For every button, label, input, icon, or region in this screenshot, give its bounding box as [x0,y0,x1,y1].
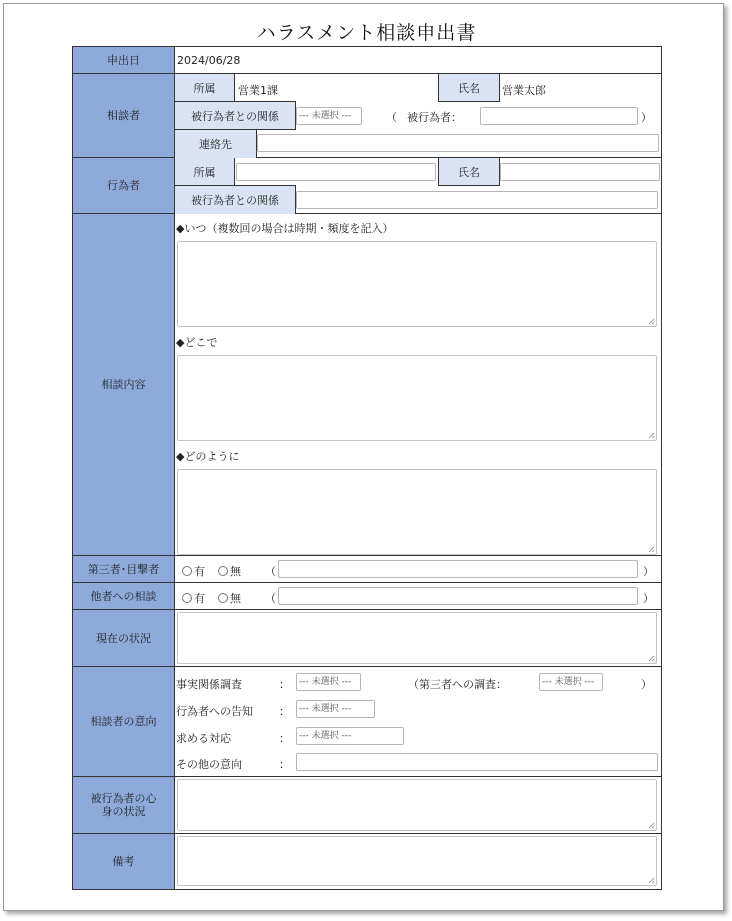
third-party-close-paren: ） [641,678,652,691]
radio-icon[interactable] [182,593,192,603]
victim-state-textarea[interactable] [177,779,657,831]
actor-dept-input[interactable] [236,163,436,181]
other-intent-input[interactable] [296,753,658,771]
third-party-select[interactable]: --- 未選択 --- [539,673,603,691]
details-row [175,214,661,556]
notify-colon: ： [279,705,290,718]
others-header: 他者への相談 [73,583,175,610]
investigation-label: 事実関係調査 [176,678,242,691]
consultant-open-paren: （ [386,111,397,124]
victim-state-header: 被行為者の心身の状況 [73,777,175,834]
others-detail-input[interactable] [278,587,638,605]
consultant-name-label: 氏名 [438,74,500,102]
resize-grip-icon[interactable] [648,655,655,662]
intent-row [175,667,661,777]
witness-close-paren: ） [643,565,654,578]
witness-yes-label: 有 [194,565,205,578]
consultant-dept-value[interactable]: 営業1課 [238,84,278,97]
victim-input[interactable] [480,107,638,125]
actor-dept-label: 所属 [175,158,235,186]
notify-label: 行為者への告知 [176,705,253,718]
investigation-colon: ： [279,678,290,691]
contact-label: 連絡先 [175,129,257,158]
current-header: 現在の状況 [73,610,175,667]
details-where-textarea[interactable] [177,355,657,441]
actor-row [175,158,661,214]
consultant-dept-label: 所属 [175,74,235,102]
others-close-paren: ） [643,592,654,605]
radio-icon[interactable] [218,566,228,576]
date-row [175,47,661,74]
witness-no-label: 無 [230,565,241,578]
contact-input[interactable] [257,134,659,152]
details-when-textarea[interactable] [177,241,657,327]
consultant-header: 相談者 [73,74,175,158]
consultant-relation-label: 被行為者との関係 [175,101,296,130]
details-how-textarea[interactable] [177,469,657,555]
actor-name-input[interactable] [500,163,660,181]
remarks-header: 備考 [73,834,175,889]
date-value[interactable]: 2024/06/28 [177,54,241,67]
consultant-close-paren: ） [641,111,652,124]
form-sheet [3,3,724,911]
victim-label: 被行為者： [407,111,462,124]
intent-header: 相談者の意向 [73,667,175,777]
details-header: 相談内容 [73,214,175,556]
consultant-row [175,74,661,158]
others-no-option[interactable] [218,590,241,606]
page-title: ハラスメント相談申出書 [256,22,477,44]
radio-icon[interactable] [218,593,228,603]
others-yes-option[interactable] [182,590,205,606]
witness-detail-input[interactable] [278,560,638,578]
actor-relation-input[interactable] [296,191,658,209]
witness-row [175,556,661,583]
consultant-relation-select[interactable]: --- 未選択 --- [296,107,362,125]
resize-grip-icon[interactable] [648,822,655,829]
investigation-select[interactable]: --- 未選択 --- [296,673,361,691]
request-label: 求める対応 [176,732,231,745]
request-colon: ： [279,732,290,745]
remarks-row [175,834,661,889]
consultation-form [72,46,662,890]
others-no-label: 無 [230,592,241,605]
other-intent-colon: ： [279,758,290,771]
notify-select[interactable]: --- 未選択 --- [296,700,375,718]
victim-state-row [175,777,661,834]
actor-relation-label: 被行為者との関係 [175,185,296,214]
resize-grip-icon[interactable] [648,546,655,553]
other-intent-label: その他の意向 [176,758,242,771]
others-row [175,583,661,610]
details-where-label: ◆どこで [176,336,218,349]
resize-grip-icon[interactable] [648,432,655,439]
current-textarea[interactable] [177,612,657,664]
details-when-label: ◆いつ（複数回の場合は時期・頻度を記入） [176,222,394,235]
request-select[interactable]: --- 未選択 --- [296,727,404,745]
date-header: 申出日 [73,47,175,74]
details-how-label: ◆どのように [176,450,240,463]
witness-open-paren: （ [265,565,276,578]
others-yes-label: 有 [194,592,205,605]
witness-header: 第三者･目撃者 [73,556,175,583]
resize-grip-icon[interactable] [648,318,655,325]
consultant-name-value[interactable]: 営業太郎 [502,84,546,97]
resize-grip-icon[interactable] [648,877,655,884]
current-row [175,610,661,667]
witness-no-option[interactable] [218,563,241,579]
third-party-label: （第三者への調査： [408,678,507,691]
actor-name-label: 氏名 [438,158,500,186]
actor-header: 行為者 [73,158,175,214]
radio-icon[interactable] [182,566,192,576]
witness-yes-option[interactable] [182,563,205,579]
others-open-paren: （ [265,592,276,605]
remarks-textarea[interactable] [177,836,657,886]
